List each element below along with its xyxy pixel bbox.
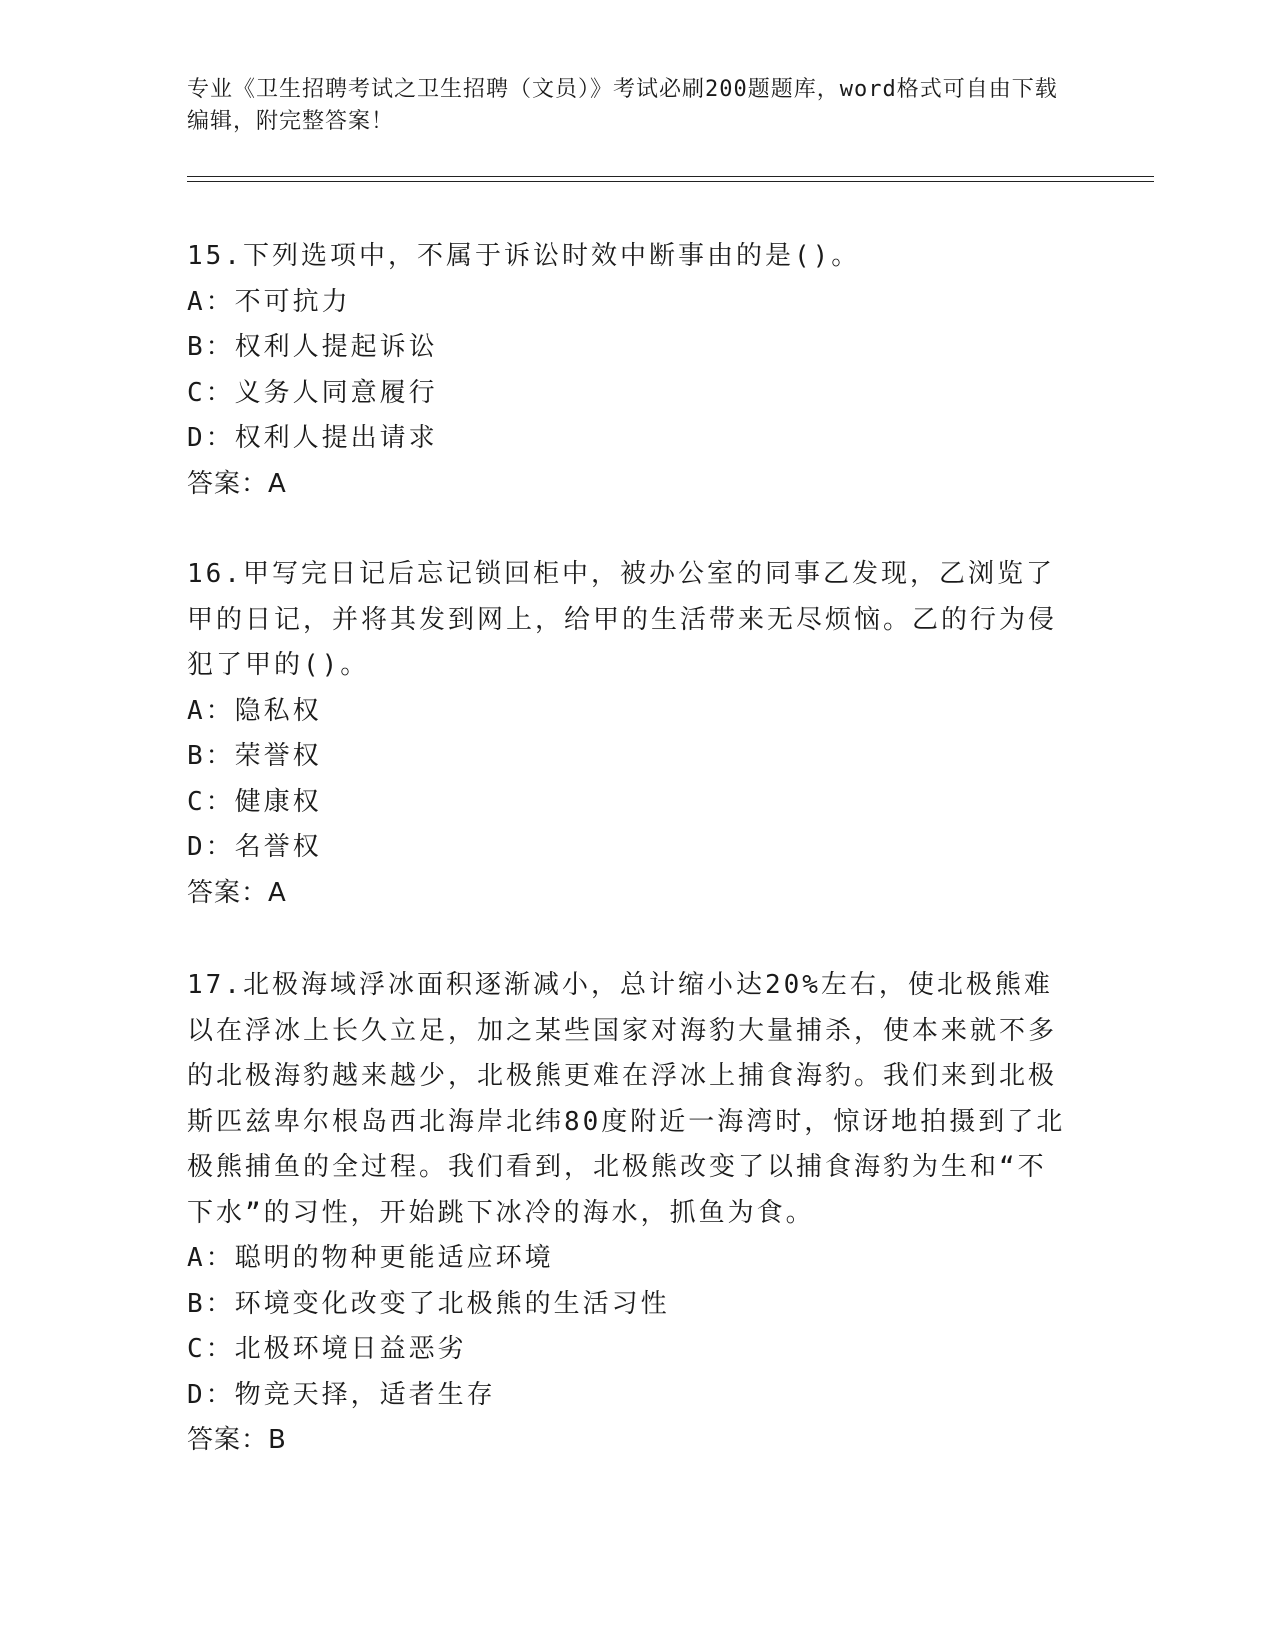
option-a: A：聪明的物种更能适应环境 [187,1243,554,1273]
option-d: D：权利人提出请求 [187,423,438,453]
header-divider-bottom [187,181,1154,182]
header-divider-top [187,176,1154,177]
option-d: D：名誉权 [187,832,322,862]
option-c: C：义务人同意履行 [187,377,438,408]
option-c: C：北极环境日益恶劣 [187,1334,467,1364]
option-a: A：不可抗力 [187,286,351,317]
question-stem: 15.下列选项中，不属于诉讼时效中断事由的是()。 [187,241,861,271]
option-c: C：健康权 [187,786,322,817]
answer: 答案：A [187,468,287,499]
answer: 答案：B [187,1425,287,1455]
document-header: 专业《卫生招聘考试之卫生招聘（文员）》考试必刷200题题库，word格式可自由下载编辑，附完整答案！ [187,77,1058,134]
option-b: B：权利人提起诉讼 [187,332,438,362]
option-a: A：隐私权 [187,695,322,726]
question-16 [187,552,1067,916]
answer: 答案：A [187,877,287,908]
option-d: D：物竞天择，适者生存 [187,1379,496,1410]
question-17 [187,963,1067,1464]
option-b: B：荣誉权 [187,741,322,771]
question-stem: 17.北极海域浮冰面积逐渐减小，总计缩小达20%左右，使北极熊难以在浮冰上长久立足，加之某些国家对海豹大量捕杀，使本来就不多的北极海豹越来越少，北极熊更难在浮冰上捕食海豹。我们来到北极斯匹兹卑尔根岛西北海岸北纬80度附近一海湾时，惊讶地拍摄到了北极熊捕鱼的全过程。我们看到，北极熊改变了以捕食海豹为生和“不下水”的习性，开始跳下冰冷的海水，抓鱼为食。 [187,970,1066,1228]
option-b: B：环境变化改变了北极熊的生活习性 [187,1288,670,1319]
question-15 [187,234,1067,507]
question-stem: 16.甲写完日记后忘记锁回柜中，被办公室的同事乙发现，乙浏览了甲的日记，并将其发到网上，给甲的生活带来无尽烦恼。乙的行为侵犯了甲的()。 [187,559,1058,680]
